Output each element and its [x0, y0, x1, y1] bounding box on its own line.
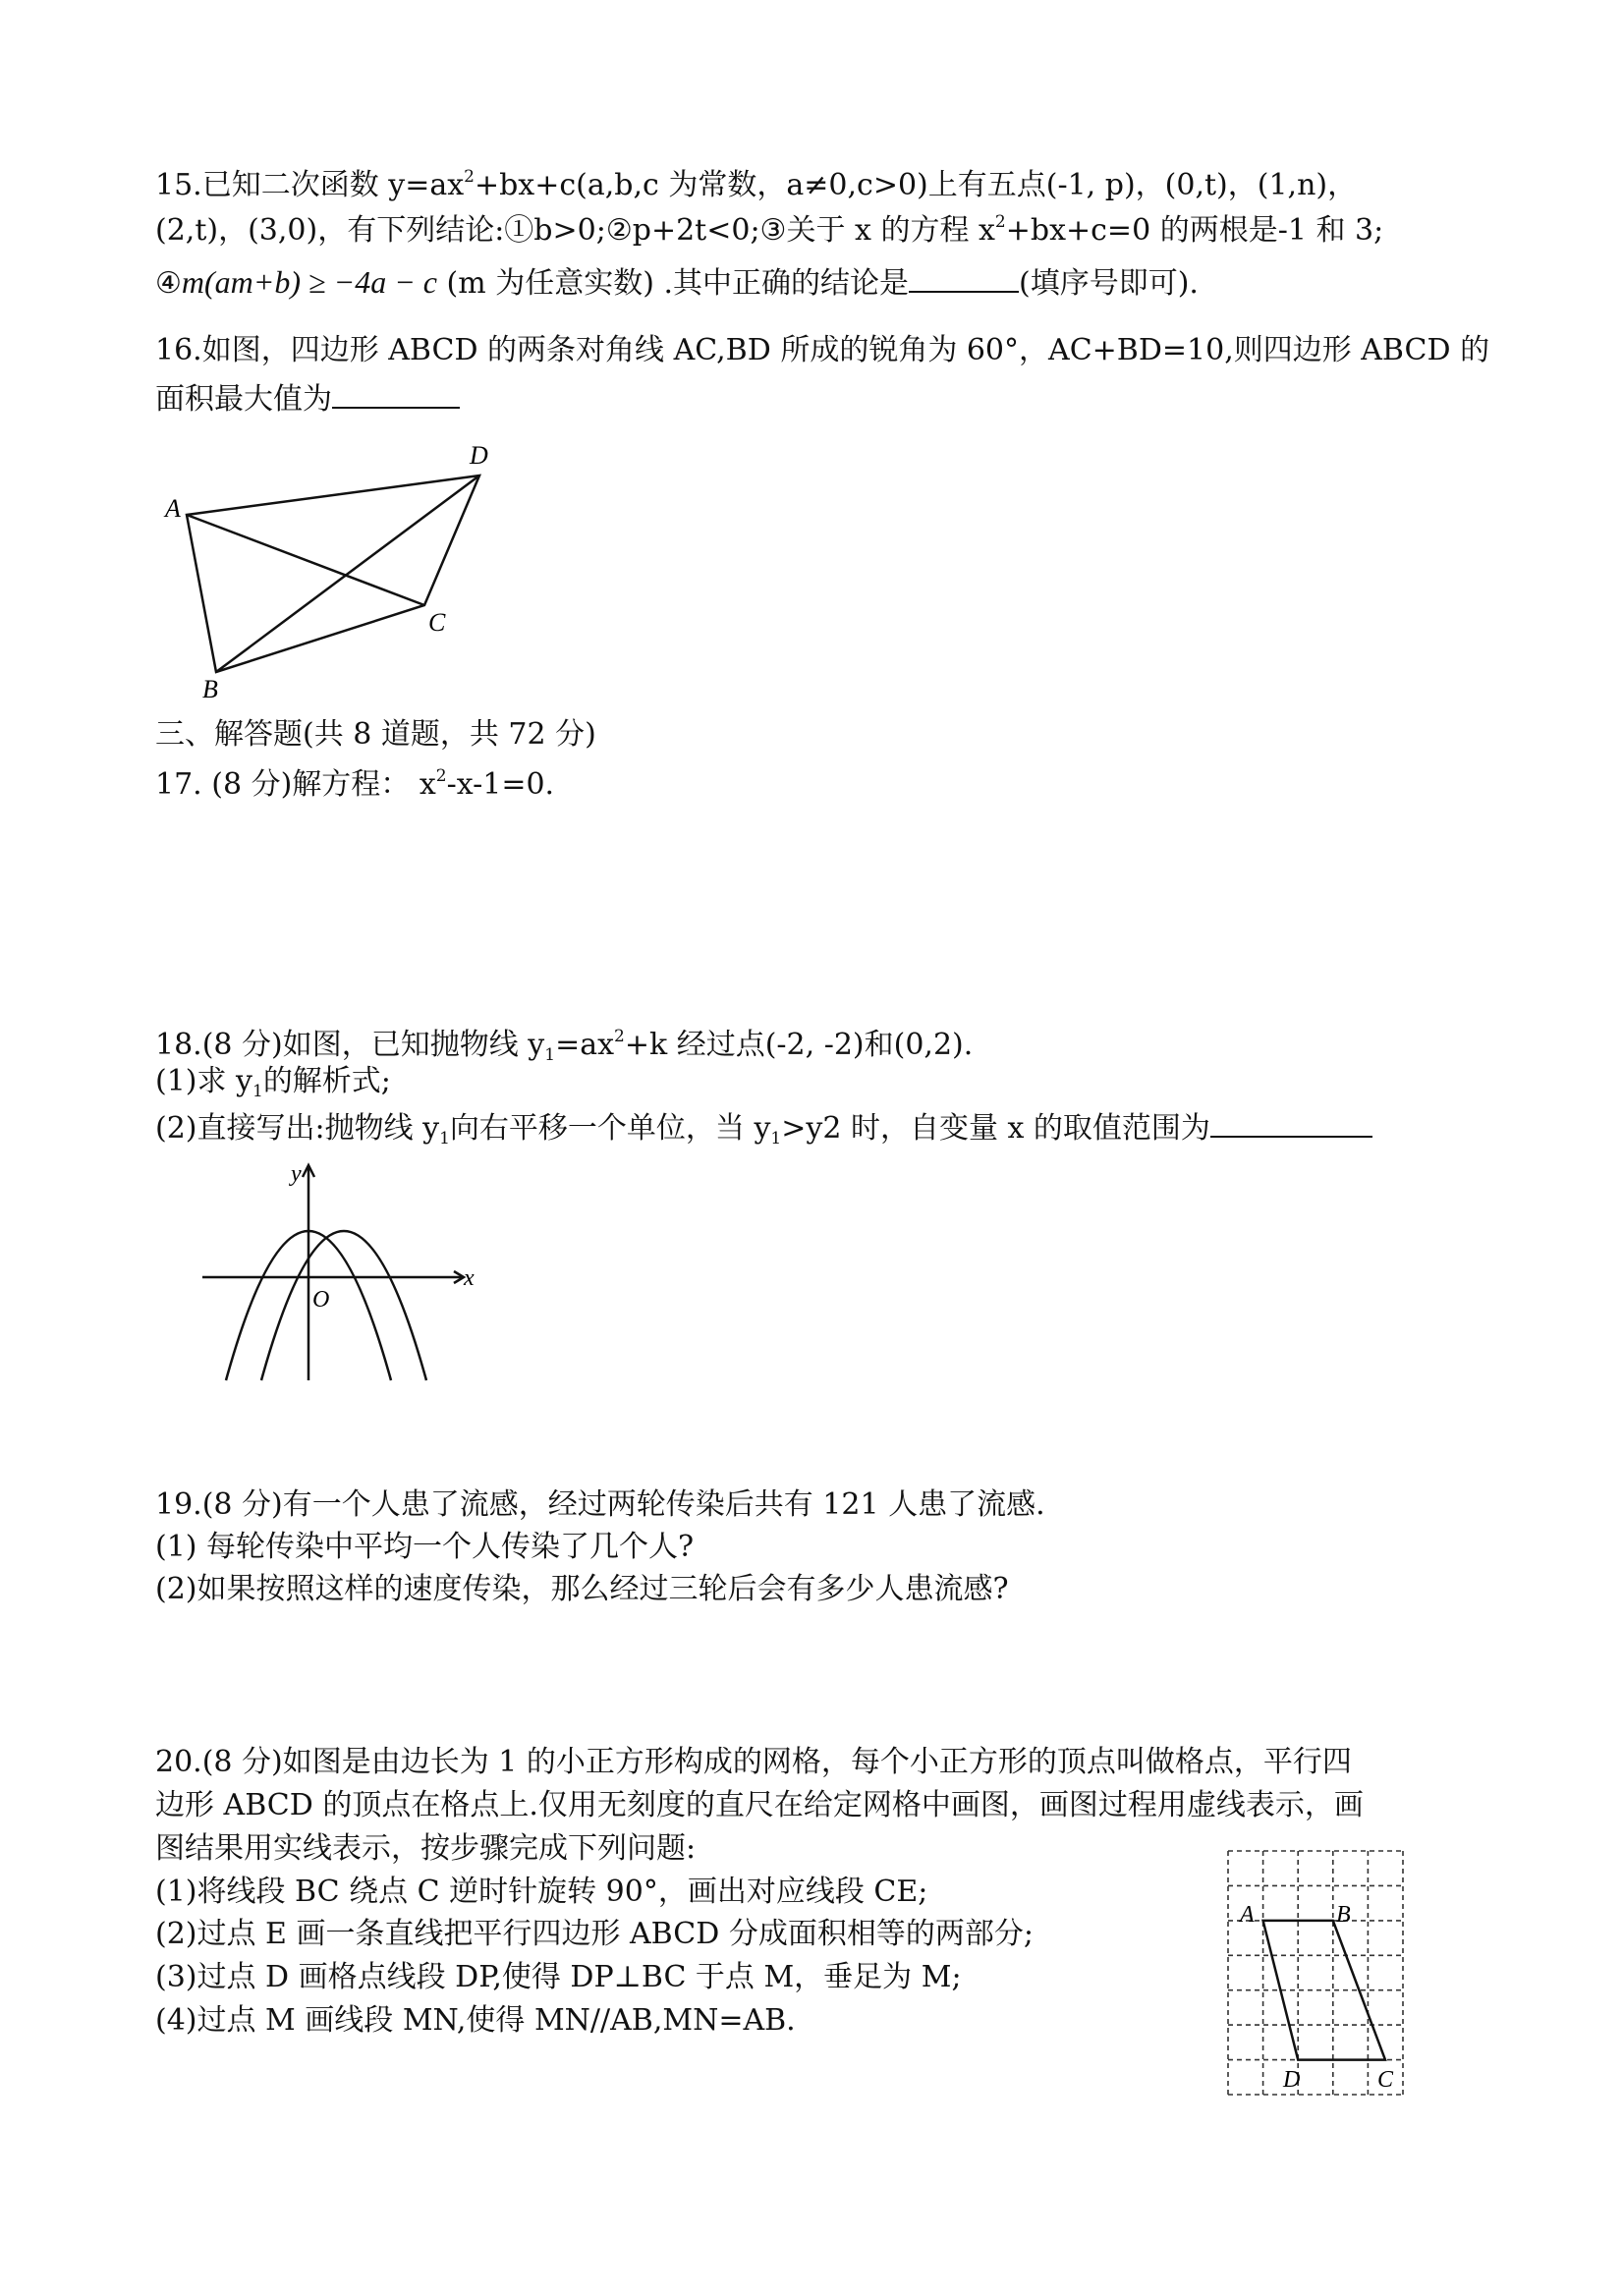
q20-line6: (3)过点 D 画格点线段 DP,使得 DP⊥BC 于点 M，垂足为 M;	[155, 1960, 962, 1994]
q18-label-x: x	[464, 1265, 475, 1291]
section-3-heading: 三、解答题(共 8 道题，共 72 分)	[155, 717, 596, 752]
q20-label-b: B	[1336, 1902, 1351, 1928]
q20-grid-figure	[1218, 1847, 1434, 2102]
q18-line2: (1)求 $y_1$的解析式;	[155, 1064, 391, 1101]
q16-label-c: C	[428, 608, 446, 637]
q18-answer-blank	[1210, 1106, 1372, 1138]
q20-line5: (2)过点 E 画一条直线把平行四边形 ABCD 分成面积相等的两部分;	[155, 1917, 1034, 1951]
q20-label-a: A	[1240, 1902, 1255, 1928]
q18-line1: 18.(8 分)如图，已知抛物线 $y_1=ax^2+k$ 经过点(-2, -2)和(0,2).	[155, 1027, 974, 1065]
q20-line4: (1)将线段 BC 绕点 C 逆时针旋转 90°，画出对应线段 CE;	[155, 1875, 928, 1909]
q20-line3: 图结果用实线表示，按步骤完成下列问题:	[155, 1831, 697, 1866]
q20-line2: 边形 ABCD 的顶点在格点上.仅用无刻度的直尺在给定网格中画图，画图过程用虚线表示，画	[155, 1788, 1364, 1822]
q18-line3: (2)直接写出:抛物线 $y_1$向右平移一个单位，当 $y_1>y2$ 时，自变量 x 的取值范围为	[155, 1106, 1372, 1158]
q20-line7: (4)过点 M 画线段 MN,使得 MN//AB,MN=AB.	[155, 2003, 796, 2038]
q16-quadrilateral-figure	[157, 440, 511, 703]
q19-line2: (1) 每轮传染中平均一个人传染了几个人?	[155, 1530, 695, 1564]
q15-line3: ④m(am+b) ≥ −4a − c (m 为任意实数) .其中正确的结论是 (填序号即可).	[155, 261, 1199, 304]
q16-label-b: B	[202, 675, 218, 703]
q20-label-c: C	[1377, 2067, 1394, 2093]
q15-inequality: m(am+b) ≥ −4a − c	[181, 264, 437, 300]
q16-line2: 面积最大值为	[155, 377, 460, 420]
q18-parabola-figure	[196, 1159, 481, 1385]
q20-line1: 20.(8 分)如图是由边长为 1 的小正方形构成的网格，每个小正方形的顶点叫做格点，平行四	[155, 1745, 1352, 1779]
q16-answer-blank	[332, 377, 460, 409]
q18-label-origin: O	[312, 1287, 330, 1313]
q17-line: 17. (8 分)解方程： $x^2-x-1=0$.	[155, 766, 555, 802]
q15-answer-blank	[909, 261, 1019, 293]
q16-label-d: D	[470, 441, 488, 470]
q16-line1: 16.如图，四边形 ABCD 的两条对角线 AC,BD 所成的锐角为 60°，AC+BD=10,则四边形 ABCD 的	[155, 333, 1490, 367]
q15-line2: (2,t)，(3,0)，有下列结论:①b>0;②p+2t<0;③关于 x 的方程 $x^2+bx+c=0$ 的两根是-1 和 3;	[155, 212, 1384, 248]
q15-line1: 15.已知二次函数 $y=ax^2+bx+c(a,b,c$ 为常数，a≠0,c>0)上有五点(-1, p)，(0,t)，(1,n)，	[155, 167, 1358, 202]
q19-line3: (2)如果按照这样的速度传染，那么经过三轮后会有多少人患流感?	[155, 1572, 1009, 1606]
q20-label-d: D	[1283, 2067, 1301, 2093]
q19-line1: 19.(8 分)有一个人患了流感，经过两轮传染后共有 121 人患了流感.	[155, 1487, 1045, 1522]
q16-label-a: A	[165, 494, 181, 523]
q18-label-y: y	[291, 1161, 302, 1187]
